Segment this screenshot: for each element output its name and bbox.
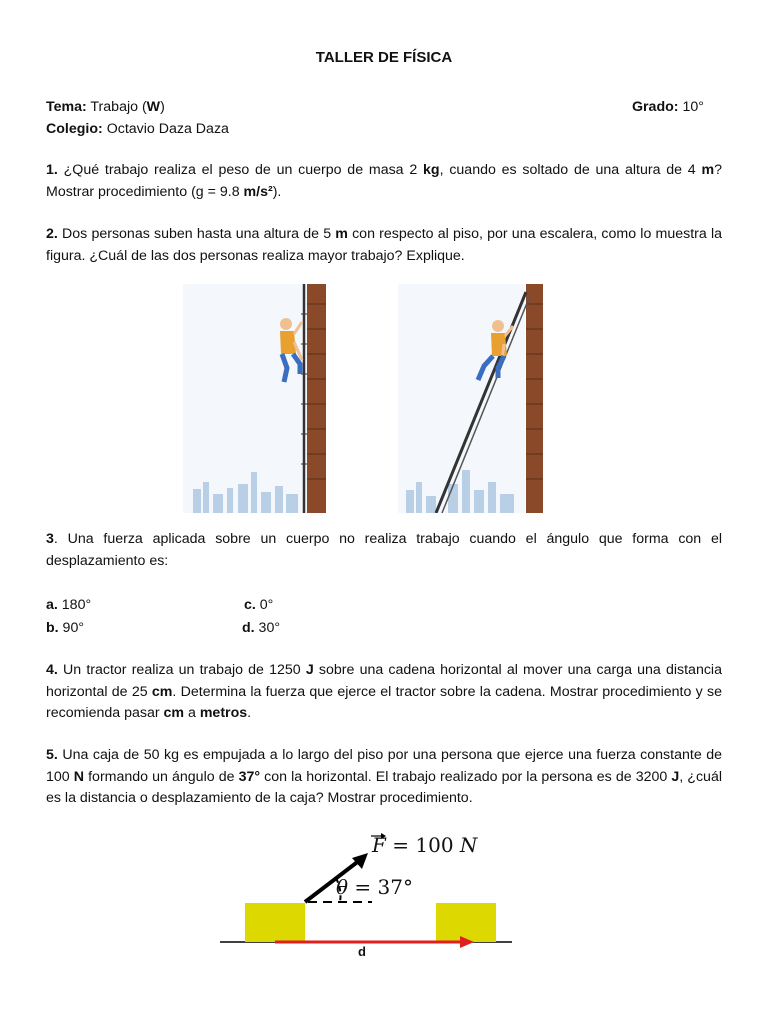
q4-unit-metros: metros bbox=[199, 705, 248, 721]
tema-value: Trabajo ( bbox=[90, 99, 147, 115]
tema-line bbox=[46, 97, 726, 118]
colegio-value: Octavio Daza Daza bbox=[106, 121, 229, 137]
sky-background bbox=[183, 284, 308, 513]
figure-vertical-ladder bbox=[183, 284, 326, 513]
q4-unit-cm-2: cm bbox=[163, 705, 185, 721]
q2-text-2: con respecto al piso, por una escalera, como lo muestra la figura. ¿Cuál de las dos personas realiza mayor trabajo? Explique. bbox=[46, 226, 722, 264]
q1-text: ¿Qué trabajo realiza el peso de un cuerpo de masa 2 bbox=[57, 162, 424, 178]
q1-text-4: ). bbox=[272, 183, 282, 200]
q2-unit-m: m bbox=[335, 226, 348, 242]
tema-symbol: W bbox=[146, 99, 161, 115]
q1-unit-m: m bbox=[701, 162, 715, 178]
q3-text: . Una fuerza aplicada sobre un cuerpo no realiza trabajo cuando el ángulo que forma con el desplazamiento es: bbox=[46, 531, 722, 569]
colegio-label: Colegio: bbox=[46, 121, 103, 137]
option-letter: c. bbox=[244, 597, 256, 613]
figure-inclined-ladder bbox=[398, 284, 543, 513]
q5-text-4: , ¿cuál es la distancia o desplazamiento de la caja? Mostrar procedimiento. bbox=[46, 768, 722, 806]
option-text: 30° bbox=[254, 620, 281, 636]
q5-text-2: formando un ángulo de bbox=[84, 768, 239, 785]
force-equals: = 100 bbox=[385, 833, 460, 857]
force-unit: N bbox=[459, 833, 478, 857]
sky-background bbox=[398, 284, 525, 513]
q5-angle: 37° bbox=[238, 768, 261, 785]
q4-unit-cm: cm bbox=[151, 683, 173, 700]
question-3 bbox=[46, 529, 722, 572]
question-4 bbox=[46, 660, 722, 725]
option-text: 90° bbox=[58, 620, 85, 636]
q3-number: 3 bbox=[46, 531, 54, 547]
q2-text: Dos personas suben hasta una altura de 5 bbox=[57, 226, 336, 242]
force-label bbox=[372, 833, 477, 857]
option-letter: b. bbox=[46, 620, 59, 636]
q5-number: 5. bbox=[46, 747, 58, 763]
q5-text-3: con la horizontal. El trabajo realizado por la persona es de 3200 bbox=[260, 768, 672, 785]
q1-unit-ms2: m/s² bbox=[243, 183, 273, 200]
page-title: TALLER DE FÍSICA bbox=[315, 49, 453, 66]
box-initial bbox=[245, 903, 305, 942]
option-text: 0° bbox=[255, 597, 274, 613]
q1-number: 1. bbox=[46, 162, 58, 178]
q4-text-2: sobre una cadena horizontal al mover una carga una distancia horizontal de 25 bbox=[46, 662, 722, 700]
q1-text-2: , cuando es soltado de una altura de 4 bbox=[439, 162, 702, 178]
tema-label: Tema: bbox=[46, 99, 87, 115]
q4-text-3: . Determina la fuerza que ejerce el tractor sobre la cadena. Mostrar procedimiento y se recomienda pasar bbox=[46, 683, 722, 721]
option-a bbox=[46, 594, 91, 617]
option-d bbox=[242, 617, 280, 640]
option-text: 180° bbox=[57, 597, 92, 613]
q5-text: Una caja de 50 kg es empujada a lo largo del piso por una persona que ejerce una fuerza constante de 100 bbox=[46, 747, 722, 785]
colegio-line bbox=[46, 119, 726, 140]
q4-unit-j: J bbox=[305, 662, 314, 678]
angle-equals: = 37° bbox=[348, 875, 413, 899]
distance-label: d bbox=[358, 944, 366, 959]
grado bbox=[632, 97, 704, 118]
option-c bbox=[244, 594, 273, 617]
angle-symbol: θ bbox=[336, 875, 349, 899]
box-final bbox=[436, 903, 496, 942]
q4-text: Un tractor realiza un trabajo de 1250 bbox=[57, 662, 306, 678]
grado-value: 10° bbox=[682, 99, 704, 115]
q1-unit-kg: kg bbox=[423, 162, 440, 178]
q5-unit-n: N bbox=[73, 768, 85, 785]
q1-text-3: ? Mostrar procedimiento (g = 9.8 bbox=[46, 162, 722, 200]
tema-close: ) bbox=[160, 99, 165, 115]
q2-number: 2. bbox=[46, 226, 58, 242]
question-5 bbox=[46, 745, 722, 810]
q4-text-5: . bbox=[247, 705, 252, 721]
question-2 bbox=[46, 224, 722, 267]
q4-number: 4. bbox=[46, 662, 58, 678]
question-1 bbox=[46, 160, 722, 203]
option-b bbox=[46, 617, 84, 640]
force-symbol: F bbox=[372, 833, 386, 857]
angle-label bbox=[336, 875, 413, 899]
q4-text-4: a bbox=[184, 705, 200, 721]
option-letter: d. bbox=[242, 620, 255, 636]
grado-label: Grado: bbox=[632, 99, 679, 115]
q5-unit-j: J bbox=[671, 768, 680, 785]
option-letter: a. bbox=[46, 597, 58, 613]
